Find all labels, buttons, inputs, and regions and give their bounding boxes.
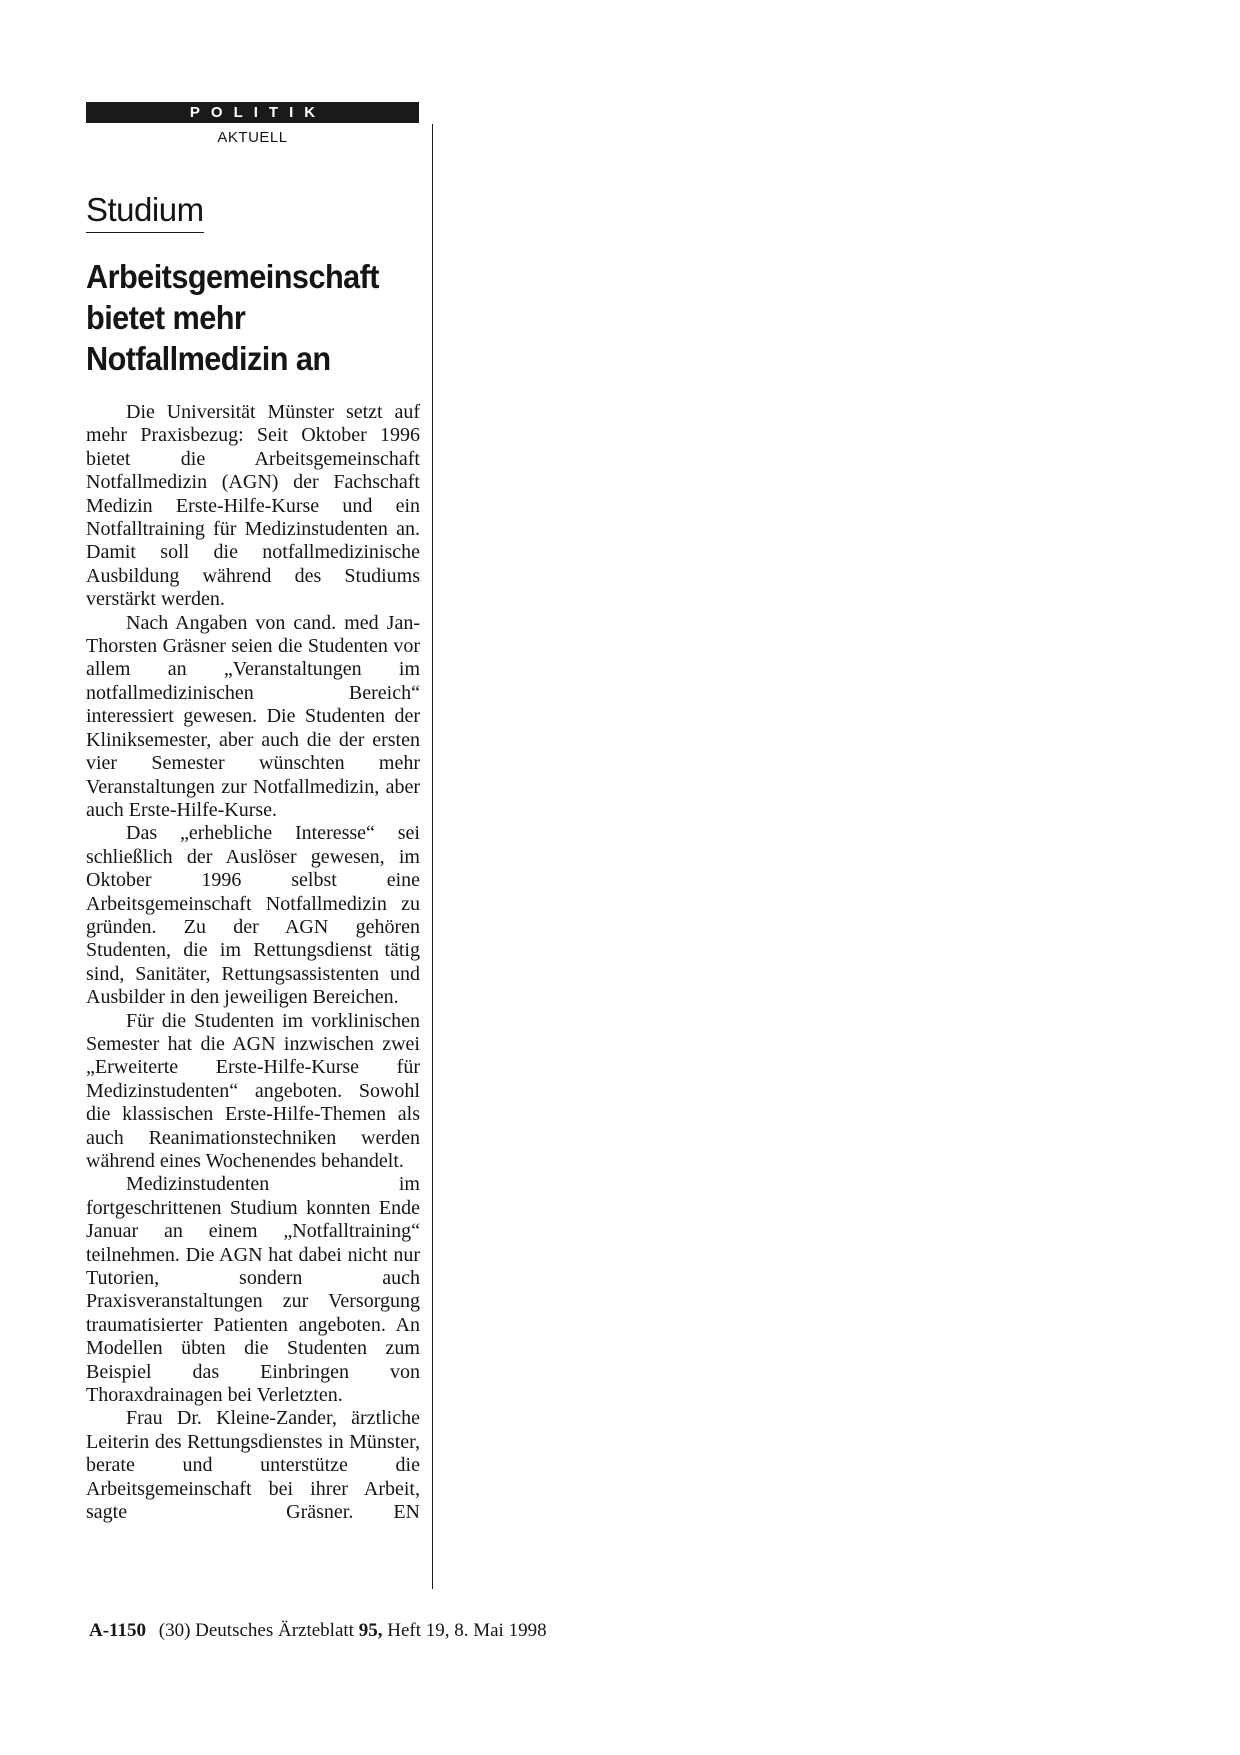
article-paragraph: Medizinstudenten im fortgeschrittenen Studium konnten Ende Januar an einem „Notfalltraining“ teilnehmen. Die AGN hat dabei nicht nur Tutorien, sondern auch Praxisveranstaltungen zur Versorgung traumatisierter Patienten angeboten. An Modellen übten die Studenten zum Beispiel das Einbringen von Thoraxdrainagen bei Verletzten.: [86, 1173, 420, 1407]
journal-issue-suffix: Heft 19, 8. Mai 1998: [387, 1620, 547, 1641]
page-footer: [89, 1620, 547, 1642]
article-paragraph: Das „erhebliche Interesse“ sei schließlich der Auslöser gewesen, im Oktober 1996 selbst eine Arbeitsgemeinschaft Notfallmedizin zu gründen. Zu der AGN gehören Studenten, die im Rettungsdienst tätig sind, Sanitäter, Rettungsassistenten und Ausbilder in den jeweiligen Bereichen.: [86, 822, 420, 1009]
article-headline: Arbeitsgemeinschaft bietet mehr Notfallmedizin an: [86, 258, 379, 377]
article-paragraph: Die Universität Münster setzt auf mehr Praxisbezug: Seit Oktober 1996 bietet die Arbeitsgemeinschaft Notfallmedizin (AGN) der Fachschaft Medizin Erste-Hilfe-Kurse und ein Notfalltraining für Medizinstudenten an. Damit soll die notfallmedizinische Ausbildung während des Studiums verstärkt werden.: [86, 401, 420, 611]
article-rubric: Studium: [86, 192, 204, 233]
article-paragraph-text: Frau Dr. Kleine-Zander, ärztliche Leiterin des Rettungsdienstes in Münster, berate und unterstütze die Arbeitsgemeinschaft bei ihrer Arbeit, sagte Gräsner.: [86, 1407, 420, 1524]
subsection-label: AKTUELL: [217, 129, 288, 146]
article-body: [86, 401, 420, 1525]
column-rule: [432, 124, 433, 1589]
article-paragraph: Nach Angaben von cand. med Jan-Thorsten Gräsner seien die Studenten vor allem an „Veranstaltungen im notfallmedizinischen Bereich“ interessiert gewesen. Die Studenten der Kliniksemester, aber auch die der ersten vier Semester wünschten mehr Veranstaltungen zur Notfallmedizin, aber auch Erste-Hilfe-Kurse.: [86, 611, 420, 821]
journal-issue-prefix: (30) Deutsches Ärzteblatt: [158, 1620, 354, 1641]
page-number: A-1150: [89, 1620, 146, 1641]
author-initials: EN: [393, 1501, 420, 1524]
section-label: POLITIK: [86, 102, 419, 123]
journal-volume: 95,: [358, 1620, 383, 1641]
article-paragraph: Für die Studenten im vorklinischen Semester hat die AGN inzwischen zwei „Erweiterte Erste-Hilfe-Kurse für Medizinstudenten“ angeboten. Sowohl die klassischen Erste-Hilfe-Themen als auch Reanimationstechniken werden während eines Wochenendes behandelt.: [86, 1009, 420, 1172]
article-paragraph-last: [86, 1407, 420, 1524]
